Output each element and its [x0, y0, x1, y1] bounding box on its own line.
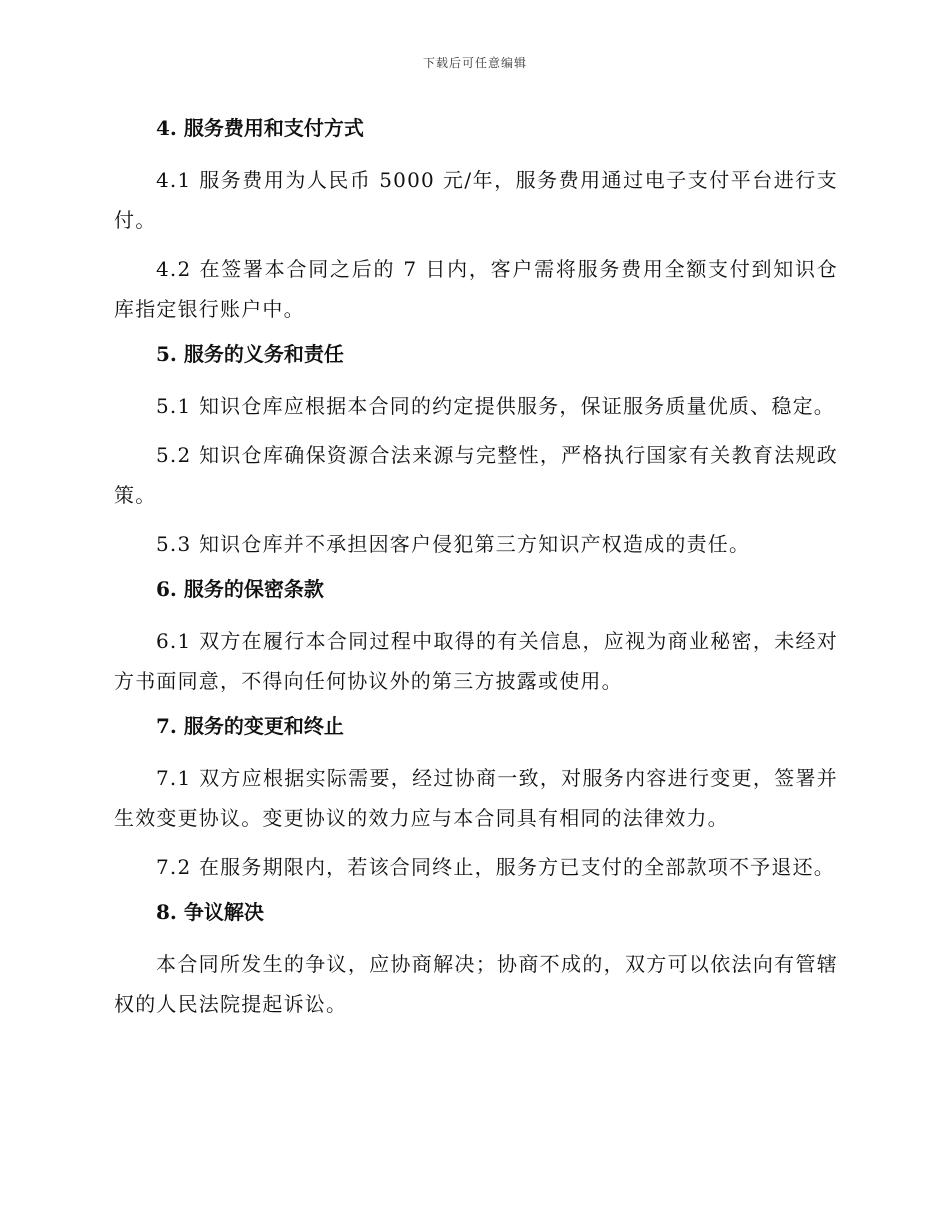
clause-5-3: 5.3 知识仓库并不承担因客户侵犯第三方知识产权造成的责任。 — [156, 532, 751, 556]
document-body — [114, 112, 838, 1033]
section-heading-fees: 4. 服务费用和支付方式 — [156, 116, 364, 140]
section-heading-confidentiality: 6. 服务的保密条款 — [156, 577, 324, 601]
clause-5-1: 5.1 知识仓库应根据本合同的约定提供服务，保证服务质量优质、稳定。 — [156, 394, 835, 418]
page-header: 下载后可任意编辑 — [422, 56, 527, 70]
clause-4-2: 4.2 在签署本合同之后的 7 日内，客户需将服务费用全额支付到知识仓库指定银行账户中。 — [114, 257, 838, 321]
section-heading-change-termination: 7. 服务的变更和终止 — [156, 714, 344, 738]
clause-6-1: 6.1 双方在履行本合同过程中取得的有关信息，应视为商业秘密，未经对方书面同意，不得向任何协议外的第三方披露或使用。 — [114, 629, 838, 693]
section-heading-dispute: 8. 争议解决 — [156, 900, 264, 924]
clause-7-1: 7.1 双方应根据实际需要，经过协商一致，对服务内容进行变更，签署并生效变更协议。变更协议的效力应与本合同具有相同的法律效力。 — [114, 766, 838, 830]
clause-5-2: 5.2 知识仓库确保资源合法来源与完整性，严格执行国家有关教育法规政策。 — [114, 443, 838, 507]
clause-4-1: 4.1 服务费用为人民币 5000 元/年，服务费用通过电子支付平台进行支付。 — [114, 168, 838, 232]
clause-8-body: 本合同所发生的争议，应协商解决；协商不成的，双方可以依法向有管辖权的人民法院提起诉讼。 — [114, 952, 838, 1016]
clause-7-2: 7.2 在服务期限内，若该合同终止，服务方已支付的全部款项不予退还。 — [156, 855, 835, 879]
section-heading-obligations: 5. 服务的义务和责任 — [156, 342, 344, 366]
